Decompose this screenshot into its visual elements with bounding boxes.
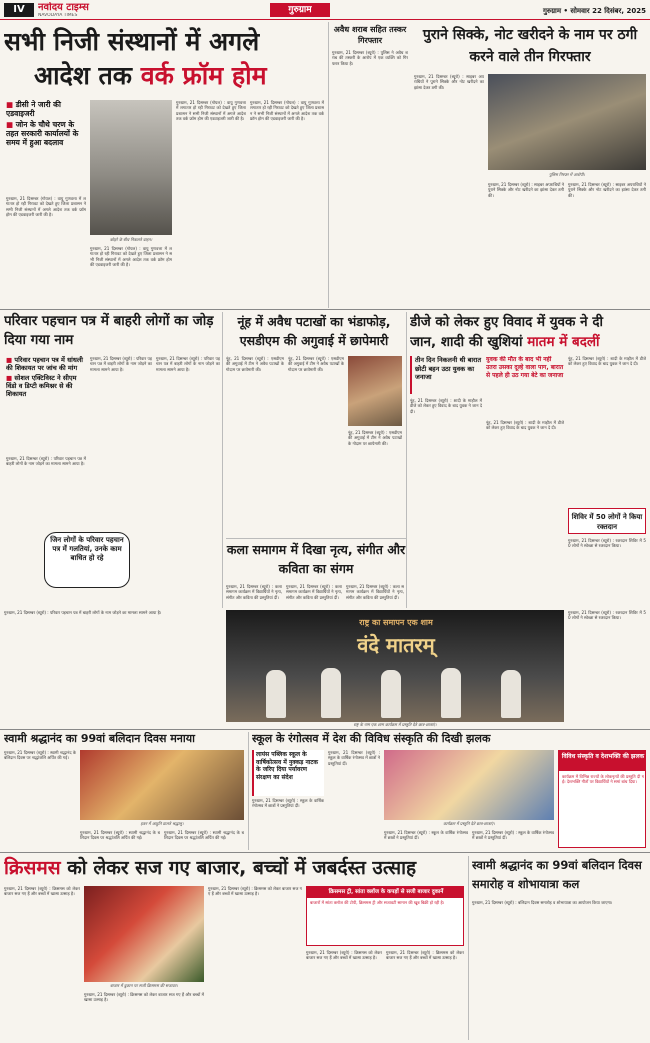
coins-body-3: गुरुग्राम, 21 दिसम्बर (ब्यूरो) : साइबर अपराधियों ने पुराने सिक्के और नोट खरीदने का झांसा देकर ठगी की।	[568, 182, 646, 198]
dance-photo-banner-2: वंदे मातरम्	[357, 633, 435, 657]
christmas-headline: क्रिसमस को लेकर सज गए बाजार, बच्चों में जबर्दस्त उत्साह	[4, 857, 417, 879]
section-name: गुरुग्राम	[270, 3, 330, 17]
swami-body-2: गुरुग्राम, 21 दिसम्बर (ब्यूरो) : स्वामी श्रद्धानंद के बलिदान दिवस पर श्रद्धांजलि अर्पित की गई।	[80, 830, 160, 841]
dj-headline-2: जान, शादी की खुशियां मातम में बदलीं	[410, 334, 600, 350]
issue-date: गुरुग्राम • सोमवार 22 दिसंबर, 2025	[542, 7, 646, 15]
page-number: IV	[4, 3, 34, 17]
family-body-3: गुरुग्राम, 21 दिसम्बर (ब्यूरो) : परिवार पहचान पत्र में बाहरी लोगों के नाम जोड़ने का मामला सामने आया है।	[156, 356, 220, 372]
coins-headline: पुराने सिक्के, नोट खरीदने के नाम पर ठगी करने वाले तीन गिरफ्तार	[422, 27, 638, 65]
family-bullets	[6, 356, 86, 454]
coins-photo	[488, 74, 646, 170]
dj-body: नूंह, 21 दिसम्बर (ब्यूरो) : शादी के माहौल में डीजे को लेकर हुए विवाद के बाद युवक ने जान दे दी।	[410, 398, 482, 414]
swami-photo	[80, 750, 244, 820]
christmas-body-4: गुरुग्राम, 21 दिसम्बर (ब्यूरो) : क्रिसमस को लेकर बाजार सज गए हैं और बच्चों में खासा उत्साह है।	[306, 950, 382, 961]
family-body-2: गुरुग्राम, 21 दिसम्बर (ब्यूरो) : परिवार पहचान पत्र में बाहरी लोगों के नाम जोड़ने का मामला सामने आया है।	[90, 356, 152, 372]
crackers-photo	[348, 356, 402, 426]
paper-logo: नवोदय टाइम्स	[38, 2, 89, 13]
shobha-body: गुरुग्राम, 21 दिसम्बर (ब्यूरो) : बलिदान दिवस समारोह व शोभायात्रा का आयोजन किया जाएगा।	[472, 900, 613, 905]
crackers-headline: नूंह में अवैध पटाखों का भंडाफोड़, एसडीएम की अगुवाई में छापेमारी	[237, 314, 391, 348]
school-photo	[384, 750, 554, 820]
family-body: गुरुग्राम, 21 दिसम्बर (ब्यूरो) : परिवार पहचान पत्र में बाहरी लोगों के नाम जोड़ने का मामला सामने आया है।	[6, 456, 86, 467]
christmas-body-5: गुरुग्राम, 21 दिसम्बर (ब्यूरो) : क्रिसमस को लेकर बाजार सज गए हैं और बच्चों में खासा उत्साह है।	[386, 950, 464, 961]
lead-photo	[90, 100, 172, 235]
coins-body: गुरुग्राम, 21 दिसम्बर (ब्यूरो) : साइबर अपराधियों ने पुराने सिक्के और नोट खरीदने का झांसा देकर ठगी की।	[414, 74, 484, 90]
coins-caption: पुलिस गिरफ्त में आरोपी।	[549, 172, 585, 177]
school-body-2: गुरुग्राम, 21 दिसम्बर (ब्यूरो) : स्कूल के वार्षिक रंगोत्सव में छात्रों ने प्रस्तुतियां दीं।	[328, 750, 380, 766]
lead-photo-caption: कोहरे के बीच निकलते वाहन।	[109, 237, 153, 242]
dj-body-2: नूंह, 21 दिसम्बर (ब्यूरो) : शादी के माहौल में डीजे को लेकर हुए विवाद के बाद युवक ने जान दे दी।	[486, 420, 564, 431]
dance-photo	[226, 610, 564, 722]
christmas-body: गुरुग्राम, 21 दिसम्बर (ब्यूरो) : क्रिसमस को लेकर बाजार सज गए हैं और बच्चों में खासा उत्साह है।	[4, 886, 80, 897]
dance-body: गुरुग्राम, 21 दिसम्बर (ब्यूरो) : कला समागम कार्यक्रम में विद्यार्थियों ने नृत्य, संगीत और कविता की प्रस्तुतियां दीं।	[226, 584, 282, 600]
lead-bullets	[6, 100, 86, 192]
crackers-body: नूंह, 21 दिसम्बर (ब्यूरो) : एसडीएम की अगुवाई में टीम ने अवैध पटाखों के गोदाम पर छापेमारी की।	[226, 356, 284, 372]
family-headline: परिवार पहचान पत्र में बाहरी लोगों का जोड़ दिया गया नाम	[4, 313, 214, 348]
liquor-headline: अवैध शराब सहित तस्कर गिरफ्तार	[333, 25, 407, 45]
school-body: गुरुग्राम, 21 दिसम्बर (ब्यूरो) : स्कूल के वार्षिक रंगोत्सव में छात्रों ने प्रस्तुतियां दीं।	[252, 798, 324, 809]
dance-photo-banner: राष्ट्र का समापन एक शाम	[359, 618, 433, 627]
school-headline: स्कूल के रंगोत्सव में देश की विविध संस्कृति की दिखी झलक	[252, 732, 491, 745]
christmas-photo	[84, 886, 204, 982]
camps-body: गुरुग्राम, 21 दिसम्बर (ब्यूरो) : रक्तदान शिविर में 50 लोगों ने स्वेच्छा से रक्तदान किया।	[568, 538, 646, 549]
dj-headline-1: डीजे को लेकर हुए विवाद में युवक ने दी	[410, 314, 603, 330]
liquor-body: गुरुग्राम, 21 दिसम्बर (ब्यूरो) : पुलिस ने अवैध शराब की तस्करी के आरोप में एक व्यक्ति को गिरफ्तार किया है।	[332, 50, 408, 66]
swami-body: गुरुग्राम, 21 दिसम्बर (ब्यूरो) : स्वामी श्रद्धानंद के बलिदान दिवस पर श्रद्धांजलि अर्पित की गई।	[4, 750, 76, 761]
school-body-4: गुरुग्राम, 21 दिसम्बर (ब्यूरो) : स्कूल के वार्षिक रंगोत्सव में छात्रों ने प्रस्तुतियां दीं।	[472, 830, 554, 841]
christmas-body-2: गुरुग्राम, 21 दिसम्बर (ब्यूरो) : क्रिसमस को लेकर बाजार सज गए हैं और बच्चों में खासा उत्साह है।	[84, 992, 204, 1003]
masthead	[0, 0, 650, 20]
school-box-text: कार्यक्रम में विभिन्न राज्यों के लोकनृत्यों की प्रस्तुति दी गई। देशभक्ति गीतों पर विद्यार्थियों ने समां बांध दिया।	[562, 774, 644, 785]
family-quote: जिन लोगों के परिवार पहचान पत्र में गलतियां, उनके काम बाधित हो रहे	[44, 532, 130, 588]
lead-body-2: गुरुग्राम, 21 दिसम्बर (गोयल) : वायु गुणवत्ता में लगातार हो रही गिरावट को देखते हुए जिला प्रशासन ने सभी निजी संस्थानों में अगले आदेश तक वर्क फ्रॉम होम की एडवाइजरी जारी की है।	[90, 246, 172, 267]
school-subhead: लायंस पब्लिक स्कूल के वार्षिकोत्सव में नुक्कड़ नाटक के जरिए दिया पर्यावरण संरक्षण का संदेश	[252, 750, 324, 796]
family-bullet-2: ■ सोशल एक्टिविस्ट ने सीएम विंडो व डिप्टी कमिश्नर से की शिकायत	[6, 374, 86, 398]
camps-headline: शिविर में 50 लोगों ने किया रक्तदान	[568, 508, 646, 534]
dj-body-3: नूंह, 21 दिसम्बर (ब्यूरो) : शादी के माहौल में डीजे को लेकर हुए विवाद के बाद युवक ने जान दे दी।	[568, 356, 646, 367]
family-bullet-1: ■ परिवार पहचान पत्र में धांधली की शिकायत पर जांच की मांग	[6, 356, 86, 372]
swami-headline: स्वामी श्रद्धानंद का 99वां बलिदान दिवस मनाया	[4, 732, 195, 745]
shobha-headline: स्वामी श्रद्धानंद का 99वां बलिदान दिवस समारोह व शोभायात्रा कल	[472, 858, 642, 891]
lead-bullet-1: ■ डीसी ने जारी की एडवाइजरी	[6, 100, 86, 118]
lead-headline-2: आदेश तक वर्क फ्रॉम होम	[34, 61, 267, 90]
school-body-3: गुरुग्राम, 21 दिसम्बर (ब्यूरो) : स्कूल के वार्षिक रंगोत्सव में छात्रों ने प्रस्तुतियां दीं।	[384, 830, 468, 841]
lead-body-4: गुरुग्राम, 21 दिसम्बर (गोयल) : वायु गुणवत्ता में लगातार हो रही गिरावट को देखते हुए जिला प्रशासन ने सभी निजी संस्थानों में अगले आदेश तक वर्क फ्रॉम होम की एडवाइजरी जारी की है।	[250, 100, 324, 121]
crackers-body-2: नूंह, 21 दिसम्बर (ब्यूरो) : एसडीएम की अगुवाई में टीम ने अवैध पटाखों के गोदाम पर छापेमारी की।	[288, 356, 344, 372]
christmas-box-title: क्रिसमस ट्री, सांता क्लॉज के कपड़ों से सजी बाजार दुकानें	[307, 887, 464, 898]
dj-quote: युवक की मौत के बाद भी नहीं उतरा उसका दूल्हे वाला पाग, बारात से पहले ही उठ गया बेटे का जनाजा	[486, 356, 564, 379]
swami-caption: हवन में आहुति डालते श्रद्धालु।	[140, 821, 184, 826]
dance-body-3: गुरुग्राम, 21 दिसम्बर (ब्यूरो) : कला समागम कार्यक्रम में विद्यार्थियों ने नृत्य, संगीत और कविता की प्रस्तुतियां दीं।	[346, 584, 404, 600]
school-caption: कार्यक्रम में प्रस्तुति देते छात्र-छात्राएं।	[443, 821, 495, 826]
coins-body-2: गुरुग्राम, 21 दिसम्बर (ब्यूरो) : साइबर अपराधियों ने पुराने सिक्के और नोट खरीदने का झांसा देकर ठगी की।	[488, 182, 564, 198]
christmas-box-text: बाजारों में सांता क्लॉज की टोपी, क्रिसमस ट्री और सजावटी सामान की खूब बिक्री हो रही है।	[310, 900, 445, 905]
dance-caption: राष्ट्र के नाम एक शाम कार्यक्रम में प्रस्तुति देते छात्र-छात्राएं।	[353, 722, 437, 727]
swami-body-3: गुरुग्राम, 21 दिसम्बर (ब्यूरो) : स्वामी श्रद्धानंद के बलिदान दिवस पर श्रद्धांजलि अर्पित की गई।	[164, 830, 244, 841]
christmas-caption: बाजार में दुकान पर सजी क्रिसमस की सजावट।	[110, 983, 178, 988]
dance-headline: कला समागम में दिखा नृत्य, संगीत और कविता का संगम	[226, 542, 406, 576]
christmas-body-3: गुरुग्राम, 21 दिसम्बर (ब्यूरो) : क्रिसमस को लेकर बाजार सज गए हैं और बच्चों में खासा उत्साह है।	[208, 886, 302, 897]
dj-subhead: तीन दिन निकलनी थी बारात छोटी बहन उठा युवक का जनाजा	[410, 356, 482, 394]
lead-headline-1: सभी निजी संस्थानों में अगले	[4, 27, 260, 56]
crackers-body-3: नूंह, 21 दिसम्बर (ब्यूरो) : एसडीएम की अगुवाई में टीम ने अवैध पटाखों के गोदाम पर छापेमारी की।	[348, 430, 402, 446]
school-box	[558, 750, 646, 848]
camps-body-2: गुरुग्राम, 21 दिसम्बर (ब्यूरो) : रक्तदान शिविर में 50 लोगों ने स्वेच्छा से रक्तदान किया।	[568, 610, 646, 621]
lead-bullet-2: ■ जोन के चौथे चरण के तहत सरकारी कार्यालयों के समय में हुआ बदलाव	[6, 120, 86, 147]
school-box-title: विविध संस्कृति व देशभक्ति की झलक	[559, 751, 646, 771]
dance-body-2: गुरुग्राम, 21 दिसम्बर (ब्यूरो) : कला समागम कार्यक्रम में विद्यार्थियों ने नृत्य, संगीत और कविता की प्रस्तुतियां दीं।	[286, 584, 342, 600]
lead-body: गुरुग्राम, 21 दिसम्बर (गोयल) : वायु गुणवत्ता में लगातार हो रही गिरावट को देखते हुए जिला प्रशासन ने सभी निजी संस्थानों में अगले आदेश तक वर्क फ्रॉम होम की एडवाइजरी जारी की है।	[6, 196, 86, 217]
family-body-4: गुरुग्राम, 21 दिसम्बर (ब्यूरो) : परिवार पहचान पत्र में बाहरी लोगों के नाम जोड़ने का मामला सामने आया है।	[4, 610, 162, 615]
lead-body-3: गुरुग्राम, 21 दिसम्बर (गोयल) : वायु गुणवत्ता में लगातार हो रही गिरावट को देखते हुए जिला प्रशासन ने सभी निजी संस्थानों में अगले आदेश तक वर्क फ्रॉम होम की एडवाइजरी जारी की है।	[176, 100, 246, 121]
paper-logo-tag: NAVODAYA TIMES	[38, 13, 78, 18]
christmas-box	[306, 886, 464, 946]
